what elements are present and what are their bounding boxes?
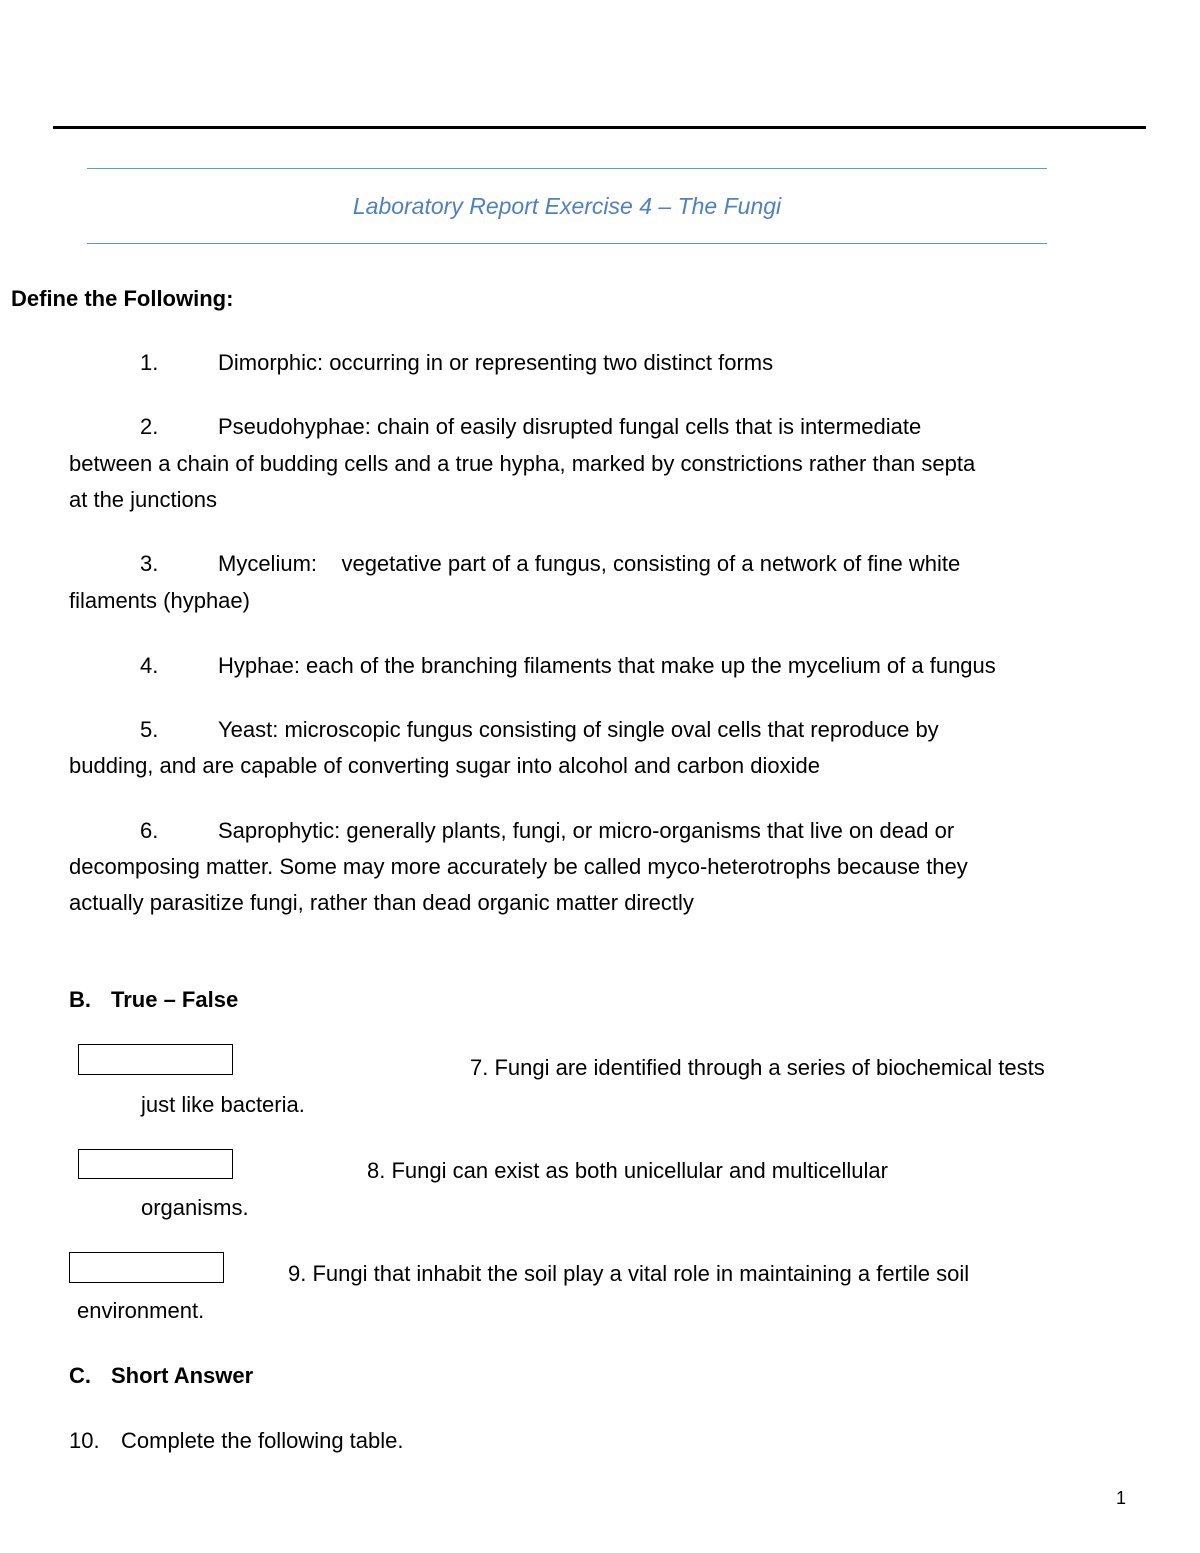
item-text: at the junctions: [69, 487, 217, 512]
question-text-continued: organisms.: [141, 1195, 249, 1220]
question-text: 9. Fungi that inhabit the soil play a vital role in maintaining a fertile soil: [288, 1261, 970, 1286]
item-text: between a chain of budding cells and a true hypha, marked by constrictions rather than septa: [69, 451, 976, 476]
item-text: Yeast: microscopic fungus consisting of single oval cells that reproduce by: [218, 717, 939, 742]
section-c-label: C.: [69, 1363, 91, 1388]
document-title: Laboratory Report Exercise 4 – The Fungi: [352, 193, 782, 219]
title-bottom-rule: [87, 243, 1047, 244]
page-number: 1: [1116, 1488, 1127, 1508]
section-b-heading: True – False: [111, 987, 239, 1012]
item-text: filaments (hyphae): [69, 588, 250, 613]
title-top-rule: [87, 168, 1047, 169]
item-text: actually parasitize fungi, rather than dead organic matter directly: [69, 890, 694, 915]
header-rule: [53, 126, 1146, 129]
item-number: 2.: [140, 414, 159, 439]
question-text: 8. Fungi can exist as both unicellular and multicellular: [367, 1158, 888, 1183]
section-b-label: B.: [69, 987, 91, 1012]
question-text: 7. Fungi are identified through a series of biochemical tests: [470, 1055, 1045, 1080]
item-number: 3.: [140, 551, 159, 576]
question-text-continued: just like bacteria.: [141, 1092, 305, 1117]
item-text: Dimorphic: occurring in or representing two distinct forms: [218, 350, 774, 375]
answer-box-7[interactable]: [78, 1044, 233, 1075]
question-text-continued: environment.: [77, 1298, 205, 1323]
answer-box-9[interactable]: [69, 1252, 224, 1283]
item-text: budding, and are capable of converting sugar into alcohol and carbon dioxide: [69, 753, 820, 778]
item-text: Hyphae: each of the branching filaments that make up the mycelium of a fungus: [218, 653, 996, 678]
item-number: 4.: [140, 653, 159, 678]
item-number: 1.: [140, 350, 159, 375]
item-text: Mycelium: vegetative part of a fungus, consisting of a network of fine white: [218, 551, 961, 576]
item-text: Pseudohyphae: chain of easily disrupted fungal cells that is intermediate: [218, 414, 922, 439]
item-text: decomposing matter. Some may more accurately be called myco-heterotrophs because they: [69, 854, 968, 879]
item-number: 6.: [140, 818, 159, 843]
answer-box-8[interactable]: [78, 1149, 233, 1179]
item-number: 5.: [140, 717, 159, 742]
question-text: Complete the following table.: [121, 1428, 404, 1453]
section-a-heading: Define the Following:: [11, 286, 234, 311]
question-number: 10.: [69, 1428, 100, 1453]
section-c-heading: Short Answer: [111, 1363, 254, 1388]
item-text: Saprophytic: generally plants, fungi, or micro-organisms that live on dead or: [218, 818, 955, 843]
